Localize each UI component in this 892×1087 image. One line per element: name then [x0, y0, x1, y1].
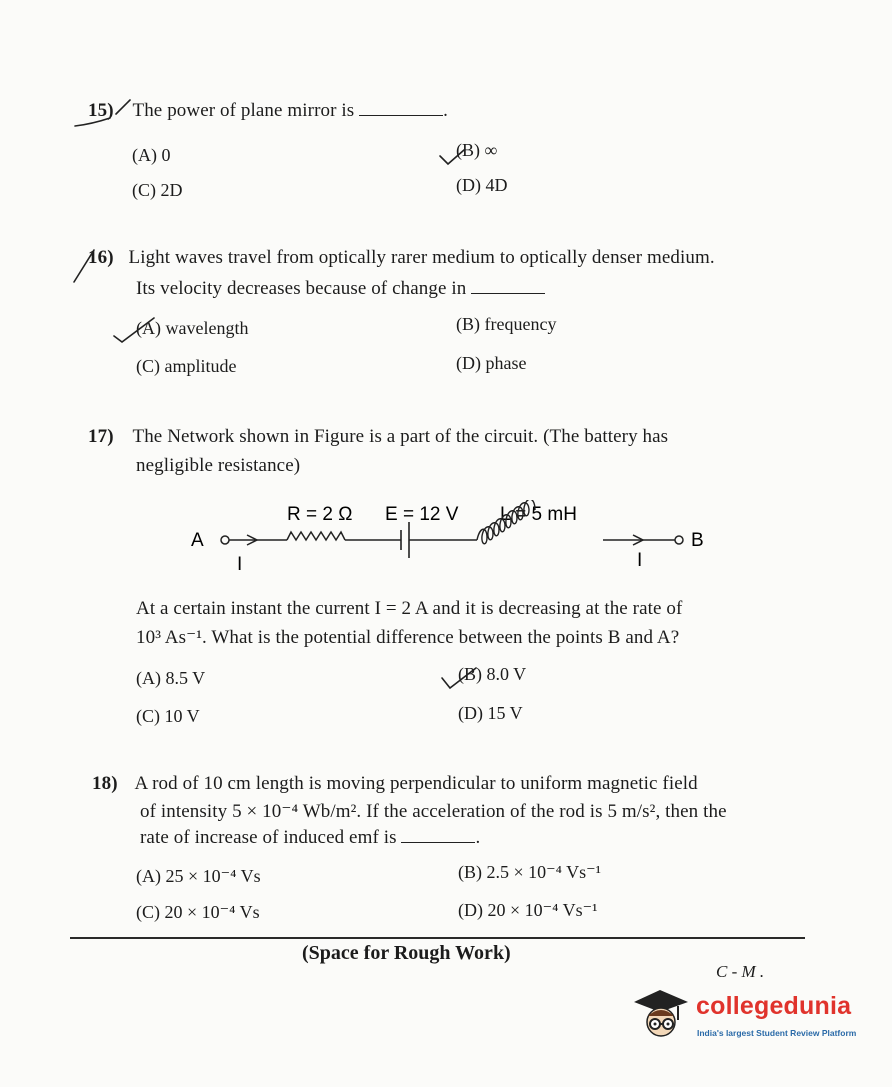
- q17-line3: At a certain instant the current I = 2 A and it is decreasing at the rate of: [136, 598, 683, 619]
- q15-b-tick: [438, 146, 468, 168]
- q16-a-tick: [110, 316, 160, 346]
- q16-option-a[interactable]: (A) wavelength: [136, 318, 249, 338]
- q15-number: 15): [88, 100, 114, 121]
- q16-text-line1: Light waves travel from optically rarer medium to optically denser medium.: [128, 247, 715, 268]
- circuit-current-right: I: [637, 550, 643, 571]
- circuit-diagram: [185, 500, 745, 580]
- q18-text-line1: A rod of 10 cm length is moving perpendicular to uniform magnetic field: [134, 773, 698, 794]
- mascot-icon: [630, 980, 692, 1042]
- logo-tagline: India's largest Student Review Platform: [697, 1028, 857, 1038]
- q15: 15) The power of plane mirror is .: [88, 100, 448, 121]
- corner-mark: C - M .: [716, 962, 765, 981]
- q17-line2: negligible resistance): [136, 455, 301, 476]
- circuit-battery: [401, 522, 409, 558]
- q18-number: 18): [92, 773, 118, 794]
- q16-tick-mark: [70, 246, 100, 286]
- q18-blank: [401, 842, 475, 843]
- circuit-terminal-a: [221, 536, 229, 544]
- q16-blank: [471, 293, 545, 294]
- q18-line3: rate of increase of induced emf is .: [140, 827, 481, 848]
- rough-work-label: (Space for Rough Work): [302, 942, 511, 964]
- q16-option-b[interactable]: (B) frequency: [456, 314, 557, 334]
- q15-option-d[interactable]: (D) 4D: [456, 175, 508, 195]
- q15-text: The power of plane mirror is: [132, 100, 355, 121]
- q17-number: 17): [88, 426, 114, 447]
- q17-option-c[interactable]: (C) 10 V: [136, 706, 200, 726]
- q16-number: 16): [88, 247, 114, 268]
- q17-text-line1: The Network shown in Figure is a part of the circuit. (The battery has: [132, 426, 669, 447]
- q15-option-c[interactable]: (C) 2D: [132, 180, 183, 200]
- q16-line2: [136, 278, 545, 300]
- q18-option-b[interactable]: (B) 2.5 × 10⁻⁴ Vs⁻¹: [458, 862, 601, 882]
- q16-option-d[interactable]: (D) phase: [456, 353, 527, 373]
- q17-option-d[interactable]: (D) 15 V: [458, 703, 523, 723]
- q16-line1: [88, 247, 715, 269]
- q17-option-a[interactable]: (A) 8.5 V: [136, 668, 206, 688]
- circuit-terminal-b: [675, 536, 683, 544]
- circuit-node-b: B: [691, 530, 704, 551]
- q18-text-line3: rate of increase of induced emf is: [140, 827, 397, 848]
- q18-option-c[interactable]: (C) 20 × 10⁻⁴ Vs: [136, 902, 260, 922]
- q18-option-d[interactable]: (D) 20 × 10⁻⁴ Vs⁻¹: [458, 900, 598, 920]
- circuit-current-left: I: [237, 554, 243, 575]
- q18-line1: [92, 773, 698, 795]
- q17-option-b[interactable]: (B) 8.0 V: [458, 664, 527, 684]
- q15-tick-mark: [72, 96, 132, 136]
- q18-line2: of intensity 5 × 10⁻⁴ Wb/m². If the acceleration of the rod is 5 m/s², then the: [140, 801, 727, 822]
- q18-option-a[interactable]: (A) 25 × 10⁻⁴ Vs: [136, 866, 261, 886]
- q16-text-line2: Its velocity decreases because of change in: [136, 278, 467, 299]
- q16-option-c[interactable]: (C) amplitude: [136, 356, 237, 376]
- circuit-l-label: L = 5 mH: [500, 504, 577, 525]
- q17-line1: [88, 426, 668, 448]
- circuit-resistor: [287, 532, 345, 540]
- circuit-node-a: A: [191, 530, 204, 551]
- q15-option-b[interactable]: (B) ∞: [456, 140, 498, 160]
- q17-line4: 10³ As⁻¹. What is the potential difference between the points B and A?: [136, 627, 680, 648]
- q15-option-a[interactable]: (A) 0: [132, 145, 171, 165]
- q15-blank: [359, 115, 443, 116]
- q17-b-tick: [440, 666, 480, 692]
- circuit-r-label: R = 2 Ω: [287, 504, 353, 525]
- logo-name[interactable]: collegedunia: [696, 992, 852, 1020]
- circuit-e-label: E = 12 V: [385, 504, 459, 525]
- page-divider: [70, 937, 805, 939]
